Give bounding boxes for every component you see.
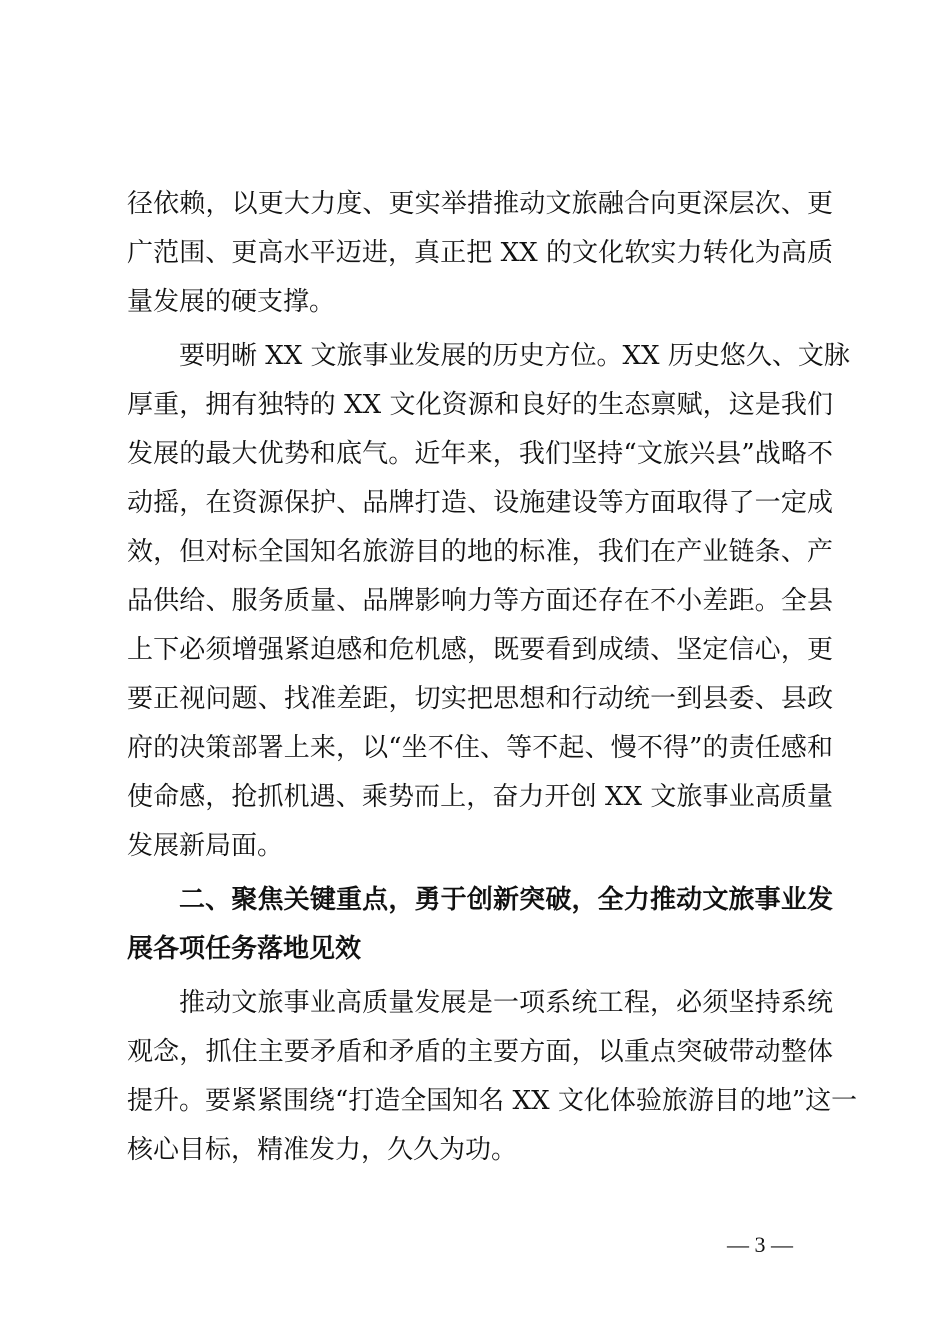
section-heading [127,876,833,974]
text-line: 发展的最大优势和底气。近年来，我们坚持“文旅兴县”战略不 [127,439,833,469]
document-body [127,180,858,1175]
text-line: 推动文旅事业高质量发展是一项系统工程，必须坚持系统 [179,988,833,1018]
text-line: 要正视问题、找准差距，切实把思想和行动统一到县委、县政 [127,684,833,714]
text-line: 核心目标，精准发力，久久为功。 [127,1135,518,1165]
text-line: 动摇，在资源保护、品牌打造、设施建设等方面取得了一定成 [127,488,833,518]
text-line: 品供给、服务质量、品牌影响力等方面还存在不小差距。全县 [127,586,833,616]
text-line: 发展新局面。 [127,831,284,861]
text-line: 径依赖，以更大力度、更实举措推动文旅融合向更深层次、更 [127,189,833,219]
page-number: — 3 — [727,1232,793,1257]
paragraph-system-engineering [127,979,858,1175]
text-line: 上下必须增强紧迫感和危机感，既要看到成绩、坚定信心，更 [127,635,833,665]
text-line: 观念，抓住主要矛盾和矛盾的主要方面，以重点突破带动整体 [127,1037,833,1067]
heading-line: 二、聚焦关键重点，勇于创新突破，全力推动文旅事业发 [179,885,833,915]
text-line: 厚重，拥有独特的 XX 文化资源和良好的生态禀赋，这是我们 [127,390,833,420]
heading-line: 展各项任务落地见效 [127,934,362,964]
paragraph-historical-position [127,332,850,871]
text-line: 效，但对标全国知名旅游目的地的标准，我们在产业链条、产 [127,537,833,567]
text-line: 要明晰 XX 文旅事业发展的历史方位。XX 历史悠久、文脉 [179,341,850,371]
text-line: 广范围、更高水平迈进，真正把 XX 的文化软实力转化为高质 [127,238,833,268]
paragraph-continuation [127,180,833,327]
text-line: 使命感，抢抓机遇、乘势而上，奋力开创 XX 文旅事业高质量 [127,782,833,812]
text-line: 量发展的硬支撑。 [127,287,336,317]
text-line: 提升。要紧紧围绕“打造全国知名 XX 文化体验旅游目的地”这一 [127,1086,858,1116]
text-line: 府的决策部署上来，以“坐不住、等不起、慢不得”的责任感和 [127,733,833,763]
